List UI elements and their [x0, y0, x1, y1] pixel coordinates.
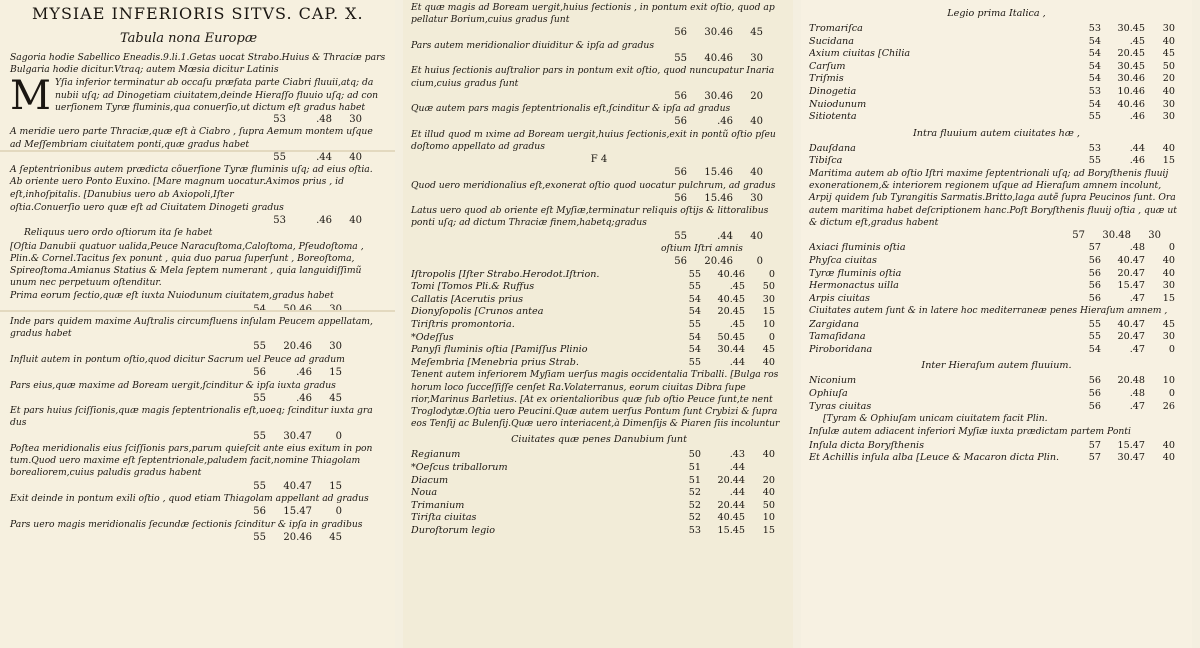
latitude-value: 50.45 — [717, 331, 745, 343]
place-name: Tomi [Tomos Pli.& Ruffus — [411, 281, 535, 293]
paragraph: Pars eius,quæ maxime ad Boream uergit,ſcinditur & ipſa iuxta gradus — [10, 379, 336, 391]
latitude-value: .47 — [1129, 292, 1145, 304]
coord-row: 55 40.47 15 — [253, 480, 342, 492]
minutes-value: 26 — [1162, 400, 1175, 412]
place-row — [809, 99, 1184, 112]
minutes-value: 0 — [768, 268, 775, 280]
longitude-degrees: 54 — [688, 293, 701, 305]
latitude-value: 40.46 — [717, 268, 745, 280]
place-row — [809, 86, 1184, 99]
place-name: Carſum — [809, 60, 846, 72]
place-row — [411, 449, 787, 462]
place-name: Dionyſopolis [Crunos antea — [411, 306, 544, 318]
place-name: Dauſdana — [809, 142, 856, 154]
place-name: Iſtropolis [Iſter Strabo.Herodot.Iſtrion. — [411, 268, 600, 280]
latitude-value: 15.47 — [1117, 439, 1145, 451]
latitude-value: .48 — [1129, 242, 1145, 254]
minutes-value: 40 — [1162, 267, 1175, 279]
place-name: Tyras ciuitas — [809, 400, 872, 412]
latitude-value: 40.45 — [717, 512, 745, 524]
coord-row: 55 .44 40 — [674, 230, 763, 242]
longitude-degrees: 56 — [1088, 254, 1101, 266]
latitude-value: .48 — [1129, 387, 1145, 399]
minutes-value: 10 — [1162, 375, 1175, 387]
place-row — [809, 155, 1184, 168]
place-row — [411, 306, 787, 319]
coord-row: 56 15.46 40 — [674, 167, 763, 179]
latitude-value: .45 — [1129, 35, 1145, 47]
place-row — [809, 61, 1184, 74]
latitude-value: .44 — [729, 487, 745, 499]
longitude-degrees: 55 — [1088, 155, 1101, 167]
column-2 — [403, 0, 793, 648]
latitude-value: 20.45 — [1117, 48, 1145, 60]
paragraph: Reliquus uero ordo oſtiorum ita ſe habet — [24, 227, 213, 239]
paragraph: Prima eorum ſectio,quæ eſt iuxta Nuiodunum ciuitatem,gradus habet — [10, 290, 334, 302]
minutes-value: 45 — [762, 344, 775, 356]
places-table-5 — [809, 375, 1184, 413]
paragraph: Influit autem in pontum oſtio,quod dicitur Sacrum uel Peuce ad gradum — [10, 353, 345, 365]
longitude-degrees: 53 — [1088, 85, 1101, 97]
place-row — [809, 111, 1184, 124]
place-row — [809, 242, 1184, 255]
coord-row: 55 .46 45 — [253, 392, 342, 404]
coord-row: 55 20.46 45 — [253, 531, 342, 543]
minutes-value: 0 — [1168, 343, 1175, 355]
place-name: Panyſi fluminis oſtia [Pamiſſus Plinio — [411, 344, 588, 356]
latitude-value: .43 — [729, 449, 745, 461]
place-name: Meſembria [Menebria prius Strab. — [411, 356, 579, 368]
longitude-degrees: 54 — [688, 306, 701, 318]
minutes-value: 30 — [762, 293, 775, 305]
longitude-degrees: 56 — [1088, 400, 1101, 412]
longitude-degrees: 56 — [1088, 280, 1101, 292]
longitude-degrees: 55 — [688, 319, 701, 331]
coord-row: 56 15.46 30 — [674, 192, 763, 204]
latitude-value: 20.44 — [717, 499, 745, 511]
latitude-value: .46 — [1129, 155, 1145, 167]
place-name: Et Achillis inſula alba [Leuce & Macaron dicta Plin. — [809, 452, 1060, 464]
latitude-value: .44 — [1129, 142, 1145, 154]
places-table-2 — [809, 143, 1184, 168]
place-row — [411, 281, 787, 294]
place-name: Piroboridana — [809, 343, 873, 355]
subheading: Ciuitates quæ penes Danubium ſunt — [511, 434, 687, 446]
paragraph: oſtia.Conuerſio uero quæ eſt ad Ciuitatem Dinogeti gradus — [10, 201, 284, 213]
paragraph: Latus uero quod ab oriente eſt Myſiæ,terminatur reliquis oſtijs & littoralibus ponti uſq; ad dictum Thraciæ finem,habetq;gradus — [411, 205, 769, 229]
coord-row: 56 30.46 45 — [674, 27, 763, 39]
coord-row: 56 15.47 0 — [253, 506, 342, 518]
paragraph: Quod uero meridionalius eſt,exonerat oſtio quod uocatur pulchrum, ad gradus — [411, 179, 776, 191]
paragraph: Et quæ magis ad Boream uergit,huius ſectionis , in pontum exit oſtio, quod ap pellatur Borium,cuius gradus ſunt — [411, 2, 775, 26]
place-name: Tyræ fluminis oſtia — [809, 267, 902, 279]
place-name: Regianum — [411, 449, 461, 461]
minutes-value: 40 — [1162, 35, 1175, 47]
paragraph: Pars uero magis meridionalis ſecundæ ſectionis ſcinditur & ipſa in gradibus — [10, 518, 363, 530]
place-name: Inſula dicta Boryſthenis — [809, 439, 925, 451]
place-row — [809, 388, 1184, 401]
longitude-degrees: 54 — [1088, 60, 1101, 72]
first-paragraph-text: Yſia inferior terminatur ab occaſu præfata parte Ciabri fluuii,atq; da nubii uſq; ad Dinogetiam ciuitatem,deinde Hieraſſo fluuio uſq; ad con uerſionem Tyræ fluminis,qua conuerſio,ut dictum eſt gradus habet — [54, 77, 379, 113]
place-name: Sucidana — [809, 35, 854, 47]
places-table-4 — [809, 319, 1184, 357]
latitude-value: 30.44 — [717, 344, 745, 356]
paper-seam — [0, 310, 395, 312]
place-name: Trimanium — [411, 499, 465, 511]
coord-row: 56 .46 15 — [253, 367, 342, 379]
annotation: [Tyram & Ophiuſam unicam ciuitatem facit Plin. — [823, 413, 1048, 425]
place-row — [809, 268, 1184, 281]
place-name: Diacum — [411, 474, 449, 486]
minutes-value: 20 — [762, 474, 775, 486]
minutes-value: 40 — [762, 487, 775, 499]
place-row — [411, 475, 787, 488]
minutes-value: 40 — [1162, 439, 1175, 451]
place-row — [809, 36, 1184, 49]
place-row — [411, 319, 787, 332]
latitude-value: .45 — [729, 281, 745, 293]
latitude-value: .47 — [1129, 400, 1145, 412]
latitude-value: 20.44 — [717, 474, 745, 486]
place-name: Sitiotenta — [809, 111, 857, 123]
place-row — [411, 357, 787, 370]
paragraph: A meridie uero parte Thraciæ,quæ eſt à Ciabro , ſupra Aemum montem uſque ad Meſſembriam ciuitatem ponti,quæ gradus habet — [10, 126, 373, 150]
coord-row: 56 30.46 20 — [674, 90, 763, 102]
minutes-value: 50 — [762, 499, 775, 511]
paragraph: Et huius ſectionis auſtralior pars in pontum exit oſtio, quod nuncupatur Inaria cium,cuius gradus ſunt — [411, 65, 775, 89]
longitude-degrees: 55 — [1088, 318, 1101, 330]
latitude-value: 40.47 — [1117, 254, 1145, 266]
minutes-value: 15 — [762, 306, 775, 318]
longitude-degrees: 54 — [688, 344, 701, 356]
latitude-value: 10.46 — [1117, 85, 1145, 97]
drop-cap: M — [10, 73, 51, 120]
coord-row: 57 30.48 30 — [1072, 229, 1161, 241]
place-name: Tibiſca — [809, 155, 843, 167]
latitude-value: 40.47 — [1117, 318, 1145, 330]
place-row — [809, 319, 1184, 332]
longitude-degrees: 54 — [1088, 343, 1101, 355]
latitude-value: 30.46 — [1117, 73, 1145, 85]
place-name: Axiaci fluminis oſtia — [809, 242, 906, 254]
coord-row: 53 .48 30 — [273, 114, 362, 126]
intro-note: Sagoria hodie Sabellico Eneadis.9.li.1.Getas uocat Strabo.Huius & Thraciæ pars Bulgaria hodie dicitur.Vtraq; autem Mœsia dicitur Latinis — [10, 52, 386, 76]
paragraph: Pars autem meridionalior diuiditur & ipſa ad gradus — [411, 39, 655, 51]
subheading: Inter Hieraſum autem fluuium. — [921, 360, 1072, 372]
paragraph: Maritima autem ab oſtio Iſtri maxime ſeptentrionali uſq; ad Boryſthenis fluuij exonerationem,& interiorem regionem uſque ad Hieraſum amnem incolunt, Arpij quidem ſub Tyrangitis Sarmatis.Britto,laga autẽ ſupra Peucinos ſunt. Ora autem maritima habet deſcriptionem hanc.Poſt Boryſthenis fluuij oſtia , quæ ut & dictum eſt,gradus habent — [809, 167, 1177, 228]
place-row — [809, 401, 1184, 414]
longitude-degrees: 52 — [688, 512, 701, 524]
place-row — [809, 344, 1184, 357]
place-row — [411, 344, 787, 357]
coord-row: 56 .46 40 — [674, 116, 763, 128]
place-row — [411, 512, 787, 525]
latitude-value: 30.45 — [1117, 23, 1145, 34]
latitude-value: 15.45 — [717, 525, 745, 537]
minutes-value: 0 — [1168, 387, 1175, 399]
paragraph: Exit deinde in pontum exili oſtio , quod etiam Thiagolam appellant ad gradus — [10, 492, 369, 504]
places-table-3 — [809, 242, 1184, 305]
subheading: Legio prima Italica , — [947, 8, 1046, 19]
longitude-degrees: 51 — [688, 474, 701, 486]
place-name: Phyſca ciuitas — [809, 254, 877, 266]
longitude-degrees: 55 — [1088, 331, 1101, 343]
longitude-degrees: 54 — [1088, 48, 1101, 60]
place-row — [809, 280, 1184, 293]
longitude-degrees: 57 — [1088, 439, 1101, 451]
minutes-value: 40 — [1162, 85, 1175, 97]
paragraph: Et pars huius ſciſſionis,quæ magis ſeptentrionalis eſt,uoeq; ſcinditur iuxta gra dus — [10, 405, 373, 429]
place-row — [411, 500, 787, 513]
paragraph: Quæ autem pars magis ſeptentrionalis eſt,ſcinditur & ipſa ad gradus — [411, 103, 731, 115]
coord-row: 55 40.46 30 — [674, 53, 763, 65]
minutes-value: 0 — [768, 331, 775, 343]
longitude-degrees: 54 — [1088, 35, 1101, 47]
longitude-degrees: 55 — [688, 268, 701, 280]
minutes-value: 15 — [762, 525, 775, 537]
minutes-value: 45 — [1162, 48, 1175, 60]
place-row — [411, 294, 787, 307]
coord-row: 55 30.47 0 — [253, 430, 342, 442]
paragraph: Et illud quod m ıxime ad Boream uergit,huius ſectionis,exit in pontũ oſtio pſeu doſtomo appellato ad gradus — [411, 128, 776, 153]
paragraph: A ſeptentrionibus autem prædicta cõuerſione Tyræ fluminis uſq; ad eius oſtia. Ab oriente uero Ponto Euxino. [Mare magnum uocatur.Aximos prius , id eſt,inhoſpitalis. [Danubius uero ab Axiopoli,Iſter — [10, 164, 373, 200]
paper-seam — [0, 150, 395, 152]
paragraph: Tenent autem inferiorem Myſiam uerſus magis occidentalia Triballi. [Bulga ros horum loco ſucceſſiſſe cenſet Ra.Volaterranus, eorum ciuitas Dibra ſupe rior,Marinus Barletius. [At ex orientalioribus quæ ſub oſtio Peuce ſunt,te nent Troglodytæ.Oſtia uero Peucini.Quæ autem uerſus Pontum ſunt Crybizi & ſupra eos Tenſij ac Bulenſij.Quæ uero interiacent,à Dimenſijs & Piaren ſiis incoluntur — [411, 369, 780, 430]
running-header: MYSIAE INFERIORIS SITVS. CAP. X. — [32, 4, 364, 23]
place-name: Nuiodunum — [809, 98, 867, 110]
place-row — [809, 48, 1184, 61]
place-name: Ophiuſa — [809, 387, 848, 399]
latitude-value: 40.45 — [717, 293, 745, 305]
places-table-6 — [809, 440, 1184, 465]
latitude-value: .46 — [1129, 111, 1145, 123]
longitude-degrees: 52 — [688, 487, 701, 499]
paragraph: Inſulæ autem adiacent inferiori Myſiæ iuxta prædictam partem Ponti — [809, 426, 1131, 438]
latitude-value: 20.48 — [1117, 375, 1145, 387]
place-name: *Oeſcus triballorum — [411, 462, 508, 474]
column-1 — [0, 0, 395, 648]
minutes-value: 40 — [1162, 254, 1175, 266]
place-row — [809, 73, 1184, 86]
coord-row: 55 .44 40 — [273, 151, 362, 163]
place-name: Tiriſta ciuitas — [411, 512, 477, 524]
place-row — [809, 440, 1184, 453]
place-name: Callatis [Acerutis prius — [411, 293, 524, 305]
place-row — [809, 293, 1184, 306]
longitude-degrees: 52 — [688, 499, 701, 511]
minutes-value: 15 — [1162, 155, 1175, 167]
places-table-1 — [809, 23, 1184, 124]
place-name: Arpis ciuitas — [809, 292, 870, 304]
latitude-value: .44 — [729, 462, 745, 474]
place-name: Triſmis — [809, 73, 844, 85]
minutes-value: 20 — [1162, 73, 1175, 85]
latitude-value: 30.45 — [1117, 60, 1145, 72]
paragraph: Poſtea meridionalis eius ſciſſionis pars,parum quieſcit ante eius exitum in pon tum.Quod uero maxime eſt ſeptentrionale,paludem facit,nomine Thiagolam borealiorem,cuius paludis gradus habent — [10, 442, 373, 479]
place-row — [411, 332, 787, 345]
place-name: Dinogetia — [809, 85, 857, 97]
minutes-value: 30 — [1162, 280, 1175, 292]
minutes-value: 15 — [1162, 292, 1175, 304]
place-row — [411, 462, 787, 475]
subheading: Intra fluuium autem ciuitates hæ , — [913, 127, 1080, 139]
places-table-2 — [411, 449, 787, 537]
longitude-degrees: 56 — [1088, 375, 1101, 387]
place-name: Axium ciuitas [Chilia — [809, 48, 911, 60]
minutes-value: 30 — [1162, 23, 1175, 34]
longitude-degrees: 56 — [1088, 267, 1101, 279]
latitude-value: 30.47 — [1117, 452, 1145, 464]
place-name: Tromariſca — [809, 23, 863, 34]
longitude-degrees: 50 — [688, 449, 701, 461]
place-row — [809, 23, 1184, 36]
place-name: Niconium — [809, 375, 857, 387]
paragraph: Ciuitates autem ſunt & in latere hoc mediterraneæ penes Hieraſum amnem , — [809, 305, 1168, 317]
signature-mark: F 4 — [590, 154, 608, 166]
place-name: Tiriſtris promontoria. — [411, 319, 515, 331]
place-row — [411, 269, 787, 282]
minutes-value: 10 — [762, 512, 775, 524]
coord-row: 56 20.46 0 — [674, 256, 763, 268]
place-name: Noua — [411, 487, 438, 499]
longitude-degrees: 54 — [1088, 73, 1101, 85]
places-table-1 — [411, 269, 787, 370]
longitude-degrees: 55 — [688, 356, 701, 368]
longitude-degrees: 53 — [1088, 23, 1101, 34]
place-row — [809, 375, 1184, 388]
latitude-value: 20.45 — [717, 306, 745, 318]
latitude-value: .45 — [729, 319, 745, 331]
place-row — [411, 525, 787, 538]
minutes-value: 50 — [1162, 60, 1175, 72]
place-row — [809, 452, 1184, 465]
longitude-degrees: 54 — [1088, 98, 1101, 110]
paragraph: oſtium Iſtri amnis — [661, 243, 743, 255]
minutes-value: 0 — [1168, 242, 1175, 254]
coord-row: 53 .46 40 — [273, 215, 362, 227]
place-row — [411, 487, 787, 500]
minutes-value: 40 — [762, 356, 775, 368]
latitude-value: 20.47 — [1117, 331, 1145, 343]
latitude-value: 15.47 — [1117, 280, 1145, 292]
latitude-value: 20.47 — [1117, 267, 1145, 279]
section-title: Tabula nona Europæ — [120, 31, 258, 46]
annotation: [Oſtia Danubii quatuor ualida,Peuce Naracuſtoma,Caloſtoma, Pſeudoſtoma , Plin.& Cornel.Tacitus ſex ponunt , quia duo parua ſuperſunt , Boreoſtoma, Spireoſtoma.Amianus Statius & Mela ſeptem numerant , quia languidiſſimũ unum nec perpetuum oſtenditur. — [10, 240, 364, 289]
longitude-degrees: 55 — [1088, 111, 1101, 123]
longitude-degrees: 56 — [1088, 387, 1101, 399]
column-3 — [801, 0, 1192, 648]
longitude-degrees: 56 — [1088, 292, 1101, 304]
coord-row: 55 20.46 30 — [253, 341, 342, 353]
minutes-value: 50 — [762, 281, 775, 293]
minutes-value: 40 — [762, 449, 775, 461]
longitude-degrees: 57 — [1088, 242, 1101, 254]
minutes-value: 30 — [1162, 111, 1175, 123]
longitude-degrees: 55 — [688, 281, 701, 293]
minutes-value: 40 — [1162, 452, 1175, 464]
paragraph: Inde pars quidem maxime Auſtralis circumfluens inſulam Peucem appellatam, gradus habet — [10, 316, 373, 340]
longitude-degrees: 57 — [1088, 452, 1101, 464]
place-row — [809, 143, 1184, 156]
minutes-value: 40 — [1162, 142, 1175, 154]
longitude-degrees: 54 — [688, 331, 701, 343]
minutes-value: 45 — [1162, 318, 1175, 330]
place-name: Tamaſidana — [809, 331, 866, 343]
longitude-degrees: 53 — [1088, 142, 1101, 154]
place-name: Duroſtorum legio — [411, 525, 496, 537]
latitude-value: .47 — [1129, 343, 1145, 355]
place-name: Zargidana — [809, 318, 859, 330]
place-row — [809, 331, 1184, 344]
latitude-value: 40.46 — [1117, 98, 1145, 110]
minutes-value: 10 — [762, 319, 775, 331]
minutes-value: 30 — [1162, 331, 1175, 343]
longitude-degrees: 51 — [688, 462, 701, 474]
longitude-degrees: 53 — [688, 525, 701, 537]
place-name: Hermonactus uilla — [809, 280, 899, 292]
place-row — [809, 255, 1184, 268]
latitude-value: .44 — [729, 356, 745, 368]
place-name: *Odeſſus — [411, 331, 454, 343]
minutes-value: 30 — [1162, 98, 1175, 110]
